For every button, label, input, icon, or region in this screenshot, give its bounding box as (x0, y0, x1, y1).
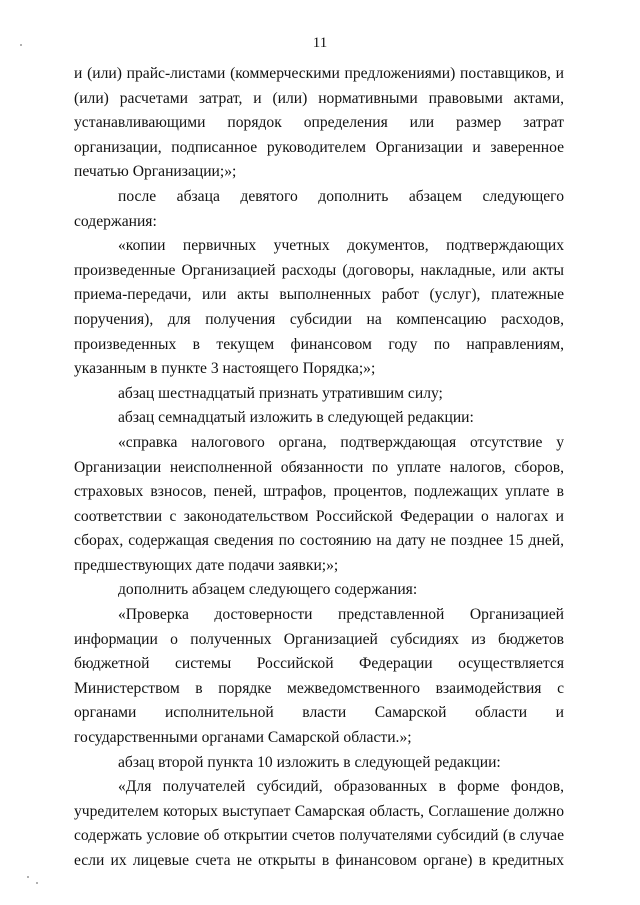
scan-speck (36, 882, 38, 884)
scan-speck (20, 44, 22, 46)
paragraph-2: после абзаца девятого дополнить абзацем следующего содержания: (74, 187, 564, 230)
paragraph-5: абзац семнадцатый изложить в следующей редакции: (118, 409, 474, 427)
paragraph-6: «справка налогового органа, подтверждающая отсутствие у Организации неисполненной обязанности по уплате налогов, сборов, страховых взносов, пеней, штрафов, процентов, подлежащих уплате в соответствии с законодательством Российской Федерации о налогах и сборах, содержащая сведения по состоянию на дату не позднее 15 дней, предшествующих дате подачи заявки;»; (74, 433, 564, 574)
paragraph-9: абзац второй пункта 10 изложить в следующей редакции: (118, 753, 501, 771)
scan-speck (27, 876, 29, 878)
paragraph-1: и (или) прайс-листами (коммерческими предложениями) поставщиков, и (или) расчетами затрат, и (или) нормативными правовыми актами, устанавливающими порядок определения или размер затрат организации, подписанное руководителем Организации и заверенное печатью Организации;»; (74, 65, 564, 181)
paragraph-3: «копии первичных учетных документов, подтверждающих произведенные Организацией расходы (договоры, накладные, или акты приема-передачи, или акты выполненных работ (услуг), платежные поручения), для получения субсидии на компенсацию расходов, произведенных в текущем финансовом году по направлениям, указанным в пункте 3 настоящего Порядка;»; (74, 237, 564, 378)
page-number: 11 (312, 35, 328, 51)
paragraph-8: «Проверка достоверности представленной Организацией информации о полученных Организацией субсидиях из бюджетов бюджетной системы Российской Федерации осуществляется Министерством в порядке межведомственного взаимодействия с органами исполнительной власти Самарской области и государственными органами Самарской области.»; (74, 606, 564, 747)
paragraph-7: дополнить абзацем следующего содержания: (118, 581, 418, 599)
document-body (74, 62, 564, 874)
paragraph-10: «Для получателей субсидий, образованных в форме фондов, учредителем которых выступает Самарская область, Соглашение должно содержать условие об открытии счетов получателями субсидий (в случае если их лицевые счета не открыты в финансовом органе) в кредитных (74, 778, 564, 869)
paragraph-4: абзац шестнадцатый признать утратившим силу; (118, 384, 443, 402)
